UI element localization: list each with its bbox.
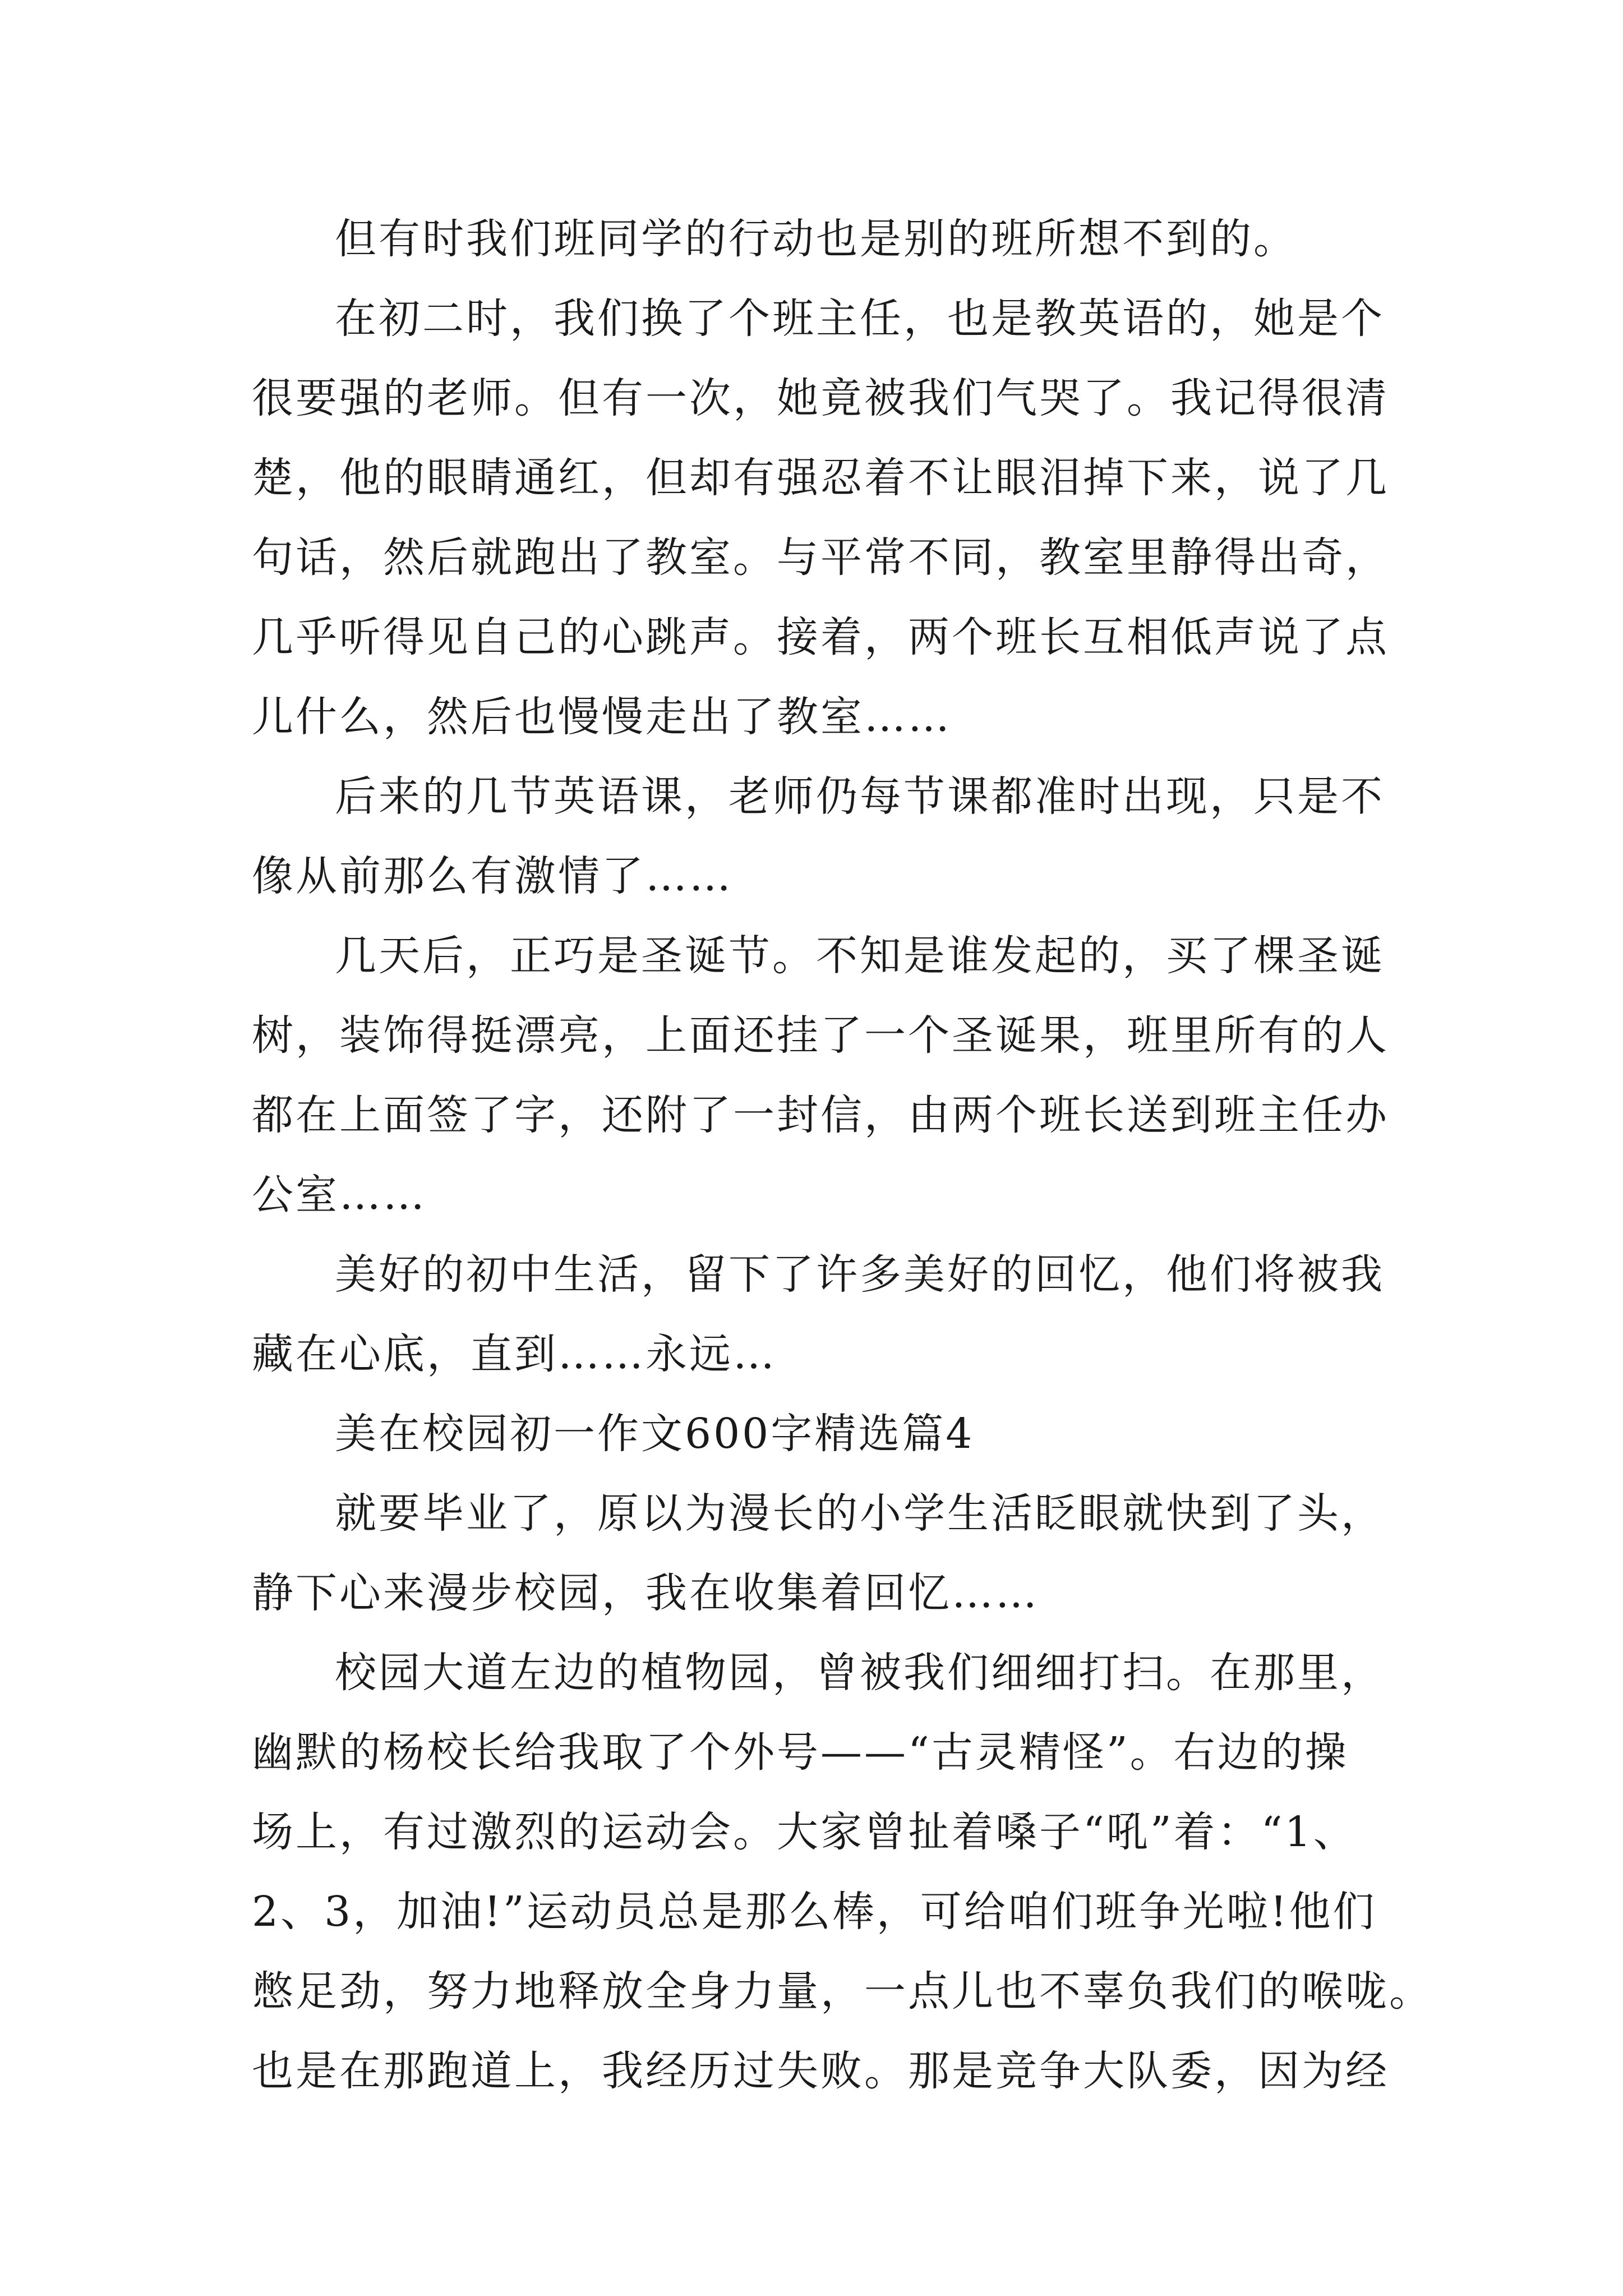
text-line: 都在上面签了字，还附了一封信，由两个班长送到班主任办 [252,1091,1389,1139]
text-line: 幽默的杨校长给我取了个外号——“古灵精怪”。右边的操 [252,1728,1349,1777]
text-line: 静下心来漫步校园，我在收集着回忆…… [252,1569,1039,1617]
text-line: 在初二时，我们换了个班主任，也是教英语的，她是个 [335,295,1385,343]
text-line: 像从前那么有激情了…… [252,852,733,900]
text-line: 就要毕业了，原以为漫长的小学生活眨眼就快到了头， [335,1489,1385,1538]
text-line: 藏在心底，直到……永远… [252,1330,777,1378]
text-line: 几乎听得见自己的心跳声。接着，两个班长互相低声说了点 [252,613,1389,661]
text-line: 憋足劲，努力地释放全身力量，一点儿也不辜负我们的喉咙。 [252,1967,1433,2016]
text-line: 楚，他的眼睛通红，但却有强忍着不让眼泪掉下来，说了几 [252,454,1389,502]
body-text [252,199,1433,2111]
text-line: 也是在那跑道上，我经历过失败。那是竞争大队委，因为经 [252,2047,1389,2095]
text-line: 几天后，正巧是圣诞节。不知是谁发起的，买了棵圣诞 [335,932,1385,980]
text-line: 句话，然后就跑出了教室。与平常不同，教室里静得出奇， [252,533,1389,582]
text-line: 很要强的老师。但有一次，她竟被我们气哭了。我记得很清 [252,374,1389,422]
text-line: 场上，有过激烈的运动会。大家曾扯着嗓子“吼”着：“1、 [252,1808,1357,1856]
section-heading: 美在校园初一作文600字精选篇4 [335,1410,975,1458]
text-line: 2、3，加油!”运动员总是那么棒，可给咱们班争光啦!他们 [252,1888,1377,1936]
text-line: 后来的几节英语课，老师仍每节课都准时出现，只是不 [335,772,1385,821]
text-line: 儿什么，然后也慢慢走出了教室…… [252,693,952,741]
text-line: 美好的初中生活，留下了许多美好的回忆，他们将被我 [335,1250,1385,1299]
text-line: 公室…… [252,1171,427,1219]
text-line: 校园大道左边的植物园，曾被我们细细打扫。在那里， [335,1649,1385,1697]
text-line: 树，装饰得挺漂亮，上面还挂了一个圣诞果，班里所有的人 [252,1011,1389,1060]
text-line: 但有时我们班同学的行动也是别的班所想不到的。 [335,215,1297,263]
